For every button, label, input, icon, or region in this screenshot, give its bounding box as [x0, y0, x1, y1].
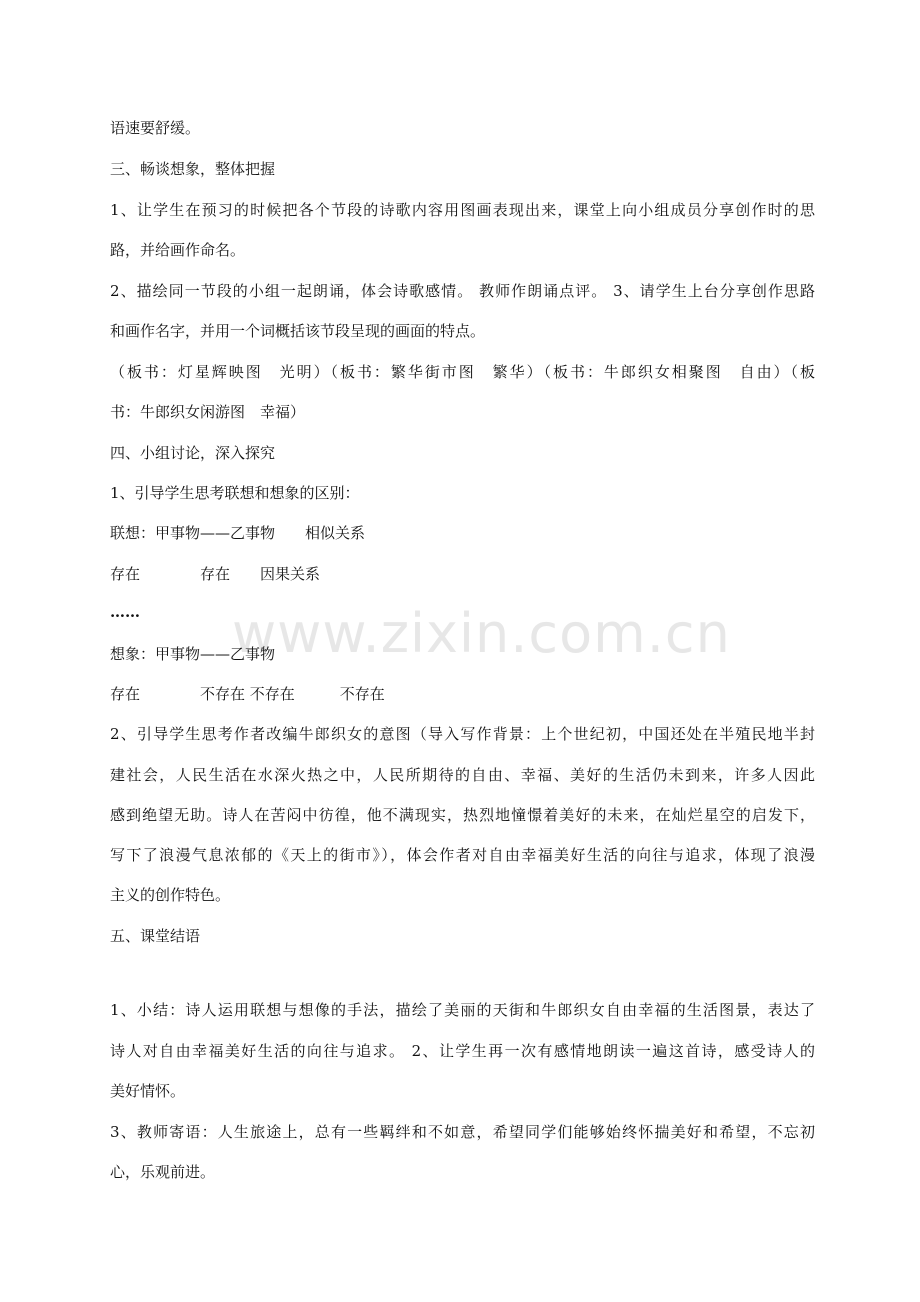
text-line: 书：牛郎织女闲游图 幸福）	[110, 403, 306, 421]
text-line: 1、引导学生思考联想和想象的区别：	[110, 484, 360, 502]
text-line: 存在 不存在 不存在 不存在	[110, 685, 385, 703]
text-line: 和画作名字，并用一个词概括该节段呈现的画面的特点。	[110, 322, 486, 340]
text-line: 2、引导学生思考作者改编牛郎织女的意图（导入写作背景：上个世纪初，中国还处在半殖民地半封	[110, 725, 815, 743]
text-line: 心，乐观前进。	[110, 1163, 216, 1181]
text-line: 主义的创作特色。	[110, 886, 231, 904]
ellipsis-line: ……	[110, 603, 140, 621]
section-heading: 四、小组讨论，深入探究	[110, 444, 276, 462]
text-line: 1、小结：诗人运用联想与想像的手法，描绘了美丽的天街和牛郎织女自由幸福的生活图景，表达了	[110, 1001, 815, 1019]
text-line: 写下了浪漫气息浓郁的《天上的街市》），体会作者对自由幸福美好生活的向往与追求，体现了浪漫	[110, 846, 815, 864]
section-heading: 三、畅谈想象，整体把握	[110, 160, 276, 178]
text-line: 语速要舒缓。	[110, 119, 201, 137]
text-line: 美好情怀。	[110, 1082, 186, 1100]
text-line: （板书：灯星辉映图 光明）（板书：繁华街市图 繁华）（板书：牛郎织女相聚图 自由）（板	[110, 363, 815, 381]
text-line: 感到绝望无助。诗人在苦闷中彷徨，他不满现实，热烈地憧憬着美好的未来，在灿烂星空的启发下，	[110, 806, 815, 824]
document-page	[110, 0, 815, 1302]
text-line: 路，并给画作命名。	[110, 241, 246, 259]
text-line: 诗人对自由幸福美好生活的向往与追求。 2、让学生再一次有感情地朗读一遍这首诗，感受诗人的	[110, 1042, 815, 1060]
text-line: 2、描绘同一节段的小组一起朗诵，体会诗歌感情。 教师作朗诵点评。 3、请学生上台分享创作思路	[110, 282, 815, 300]
text-line: 1、让学生在预习的时候把各个节段的诗歌内容用图画表现出来，课堂上向小组成员分享创作时的思	[110, 201, 815, 219]
section-heading: 五、课堂结语	[110, 927, 201, 945]
watermark: www.zixin.com.cn	[232, 602, 731, 665]
text-line: 3、教师寄语：人生旅途上，总有一些羁绊和不如意，希望同学们能够始终怀揣美好和希望，不忘初	[110, 1123, 815, 1141]
text-line: 存在 存在 因果关系	[110, 565, 321, 583]
text-line: 建社会，人民生活在水深火热之中，人民所期待的自由、幸福、美好的生活仍未到来，许多人因此	[110, 766, 815, 784]
text-line: 想象：甲事物——乙事物	[110, 645, 276, 663]
text-line: 联想：甲事物——乙事物 相似关系	[110, 524, 366, 542]
